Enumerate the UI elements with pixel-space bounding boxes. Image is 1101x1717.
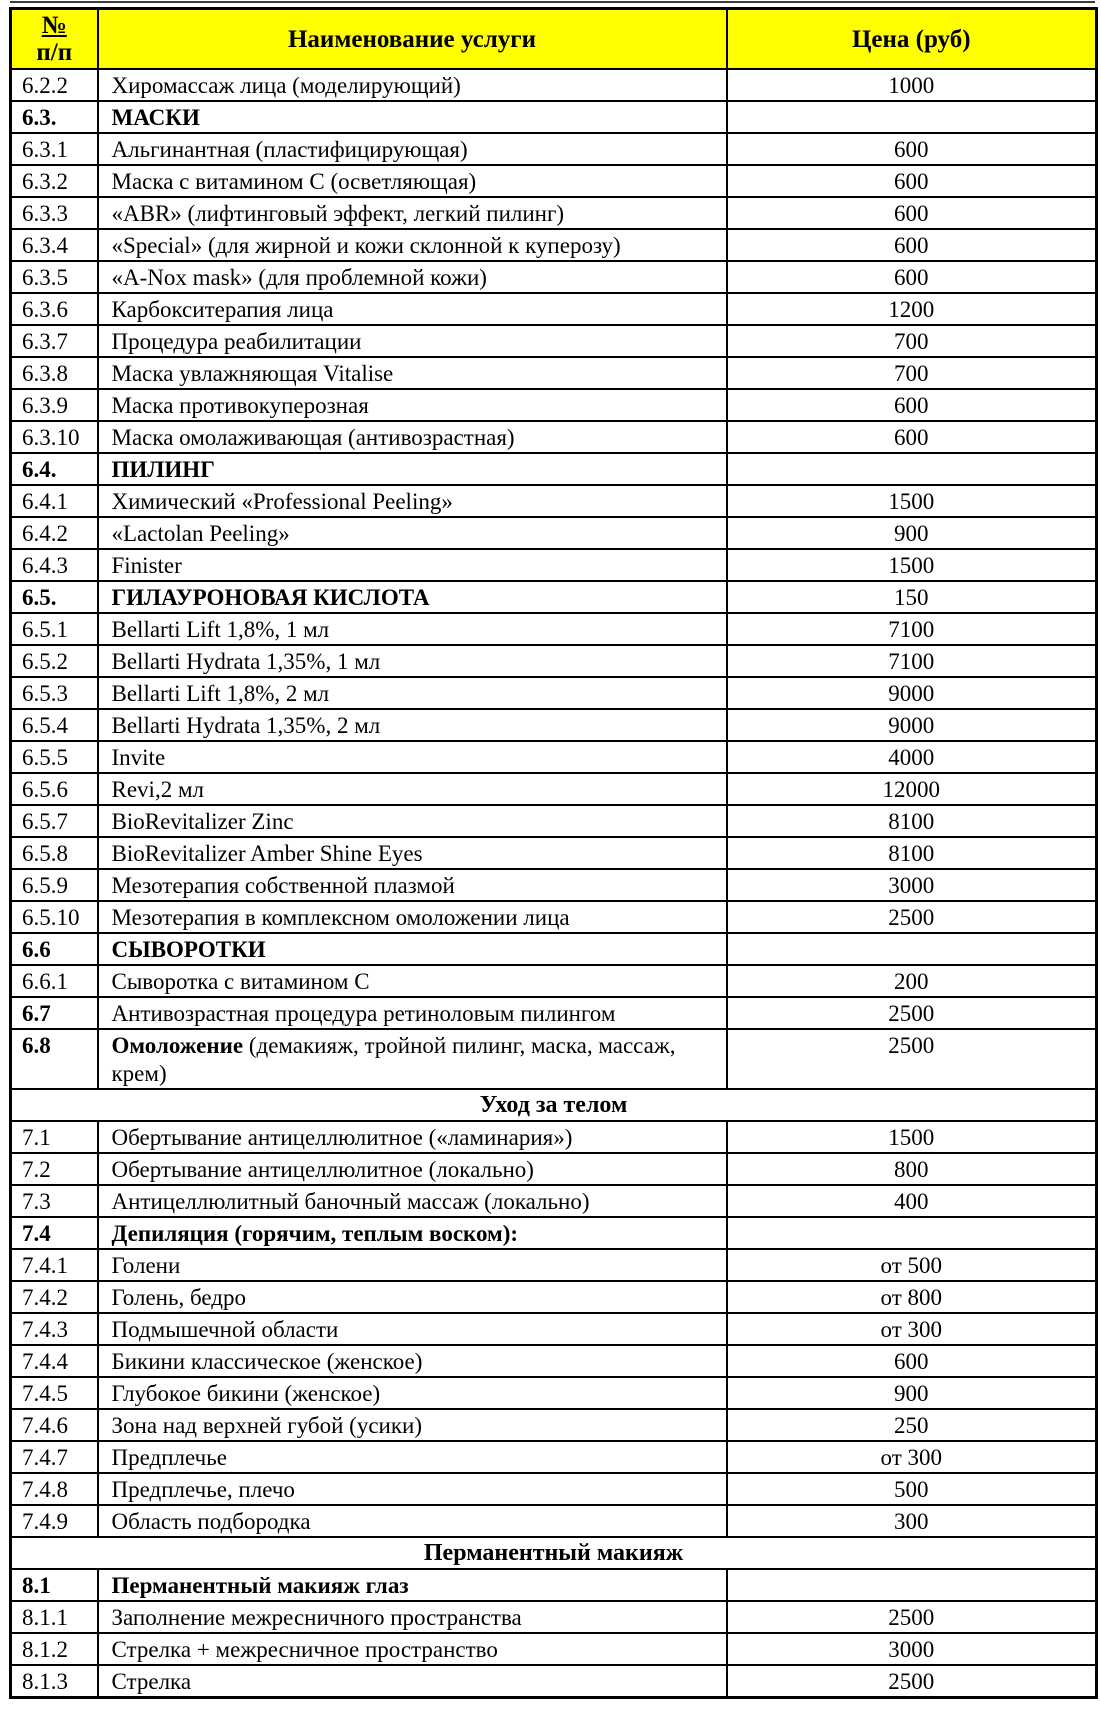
price-cell: 4000 xyxy=(727,741,1097,773)
table-row xyxy=(11,709,1097,741)
table-row xyxy=(11,901,1097,933)
row-number-cell: 7.4.5 xyxy=(11,1377,98,1409)
section-group-title: Уход за телом xyxy=(11,1089,1097,1121)
table-row xyxy=(11,453,1097,485)
table-row xyxy=(11,1377,1097,1409)
price-cell: 9000 xyxy=(727,677,1097,709)
row-number-cell: 6.3.2 xyxy=(11,165,98,197)
column-header-number xyxy=(11,9,98,70)
table-row xyxy=(11,165,1097,197)
row-number-cell: 7.4.7 xyxy=(11,1441,98,1473)
price-cell: 1500 xyxy=(727,549,1097,581)
row-number-cell: 8.1.1 xyxy=(11,1601,98,1633)
row-number-cell: 6.2.2 xyxy=(11,69,98,101)
row-number-cell: 7.2 xyxy=(11,1153,98,1185)
row-number-cell: 6.5. xyxy=(11,581,98,613)
table-row xyxy=(11,1281,1097,1313)
row-number-cell: 6.4. xyxy=(11,453,98,485)
row-number-cell: 6.5.6 xyxy=(11,773,98,805)
section-group-row xyxy=(11,1089,1097,1121)
table-row xyxy=(11,549,1097,581)
service-name-cell: Хиромассаж лица (моделирующий) xyxy=(98,69,727,101)
price-cell: 600 xyxy=(727,261,1097,293)
table-row xyxy=(11,1473,1097,1505)
price-cell: 9000 xyxy=(727,709,1097,741)
table-row xyxy=(11,1505,1097,1537)
previous-page-row-edge xyxy=(10,1,1095,3)
service-name-cell: Мезотерапия в комплексном омоложении лица xyxy=(98,901,727,933)
table-row xyxy=(11,677,1097,709)
service-name-cell: Подмышечной области xyxy=(98,1313,727,1345)
table-row xyxy=(11,1409,1097,1441)
service-name-cell: Invite xyxy=(98,741,727,773)
section-group-row xyxy=(11,1537,1097,1569)
row-number-cell: 6.5.9 xyxy=(11,869,98,901)
price-cell xyxy=(727,933,1097,965)
service-name-cell: «Special» (для жирной и кожи склонной к куперозу) xyxy=(98,229,727,261)
service-name-cell: Обертывание антицеллюлитное (локально) xyxy=(98,1153,727,1185)
price-cell xyxy=(727,453,1097,485)
service-name-cell: Мезотерапия собственной плазмой xyxy=(98,869,727,901)
table-row xyxy=(11,997,1097,1029)
service-name-cell: Голени xyxy=(98,1249,727,1281)
service-name-cell: Revi,2 мл xyxy=(98,773,727,805)
service-name-cell: Маска противокуперозная xyxy=(98,389,727,421)
service-name-cell: Перманентный макияж глаз xyxy=(98,1569,727,1601)
row-number-cell: 6.5.5 xyxy=(11,741,98,773)
price-cell xyxy=(727,1569,1097,1601)
number-sign: № xyxy=(41,12,67,39)
service-name-bold-part: Омоложение xyxy=(111,1033,244,1058)
price-cell: 600 xyxy=(727,389,1097,421)
row-number-cell: 6.5.3 xyxy=(11,677,98,709)
row-number-cell: 6.8 xyxy=(11,1029,98,1089)
row-number-cell: 6.7 xyxy=(11,997,98,1029)
row-number-cell: 6.6 xyxy=(11,933,98,965)
price-cell: 1500 xyxy=(727,1121,1097,1153)
price-cell: 900 xyxy=(727,517,1097,549)
row-number-cell: 8.1.2 xyxy=(11,1633,98,1665)
price-cell: 2500 xyxy=(727,997,1097,1029)
service-name-cell: Карбокситерапия лица xyxy=(98,293,727,325)
service-name-cell: «ABR» (лифтинговый эффект, легкий пилинг) xyxy=(98,197,727,229)
service-name-rest-part: (демакияж, тройной пилинг, маска, массаж, крем) xyxy=(111,1033,676,1086)
table-row xyxy=(11,293,1097,325)
service-name-cell: Сыворотка с витамином С xyxy=(98,965,727,997)
table-row xyxy=(11,1249,1097,1281)
table-row xyxy=(11,1029,1097,1089)
price-cell: 8100 xyxy=(727,805,1097,837)
price-cell: 250 xyxy=(727,1409,1097,1441)
table-row xyxy=(11,389,1097,421)
table-row xyxy=(11,101,1097,133)
row-number-cell: 7.4.3 xyxy=(11,1313,98,1345)
price-cell: 2500 xyxy=(727,1665,1097,1698)
row-number-cell: 6.5.4 xyxy=(11,709,98,741)
price-cell: 600 xyxy=(727,421,1097,453)
price-cell: 2500 xyxy=(727,901,1097,933)
table-row xyxy=(11,773,1097,805)
row-number-cell: 7.4.2 xyxy=(11,1281,98,1313)
service-name-cell: ПИЛИНГ xyxy=(98,453,727,485)
service-name-cell: Процедура реабилитации xyxy=(98,325,727,357)
service-name-cell: Маска с витамином С (осветляющая) xyxy=(98,165,727,197)
service-name-cell: Finister xyxy=(98,549,727,581)
service-name-cell: СЫВОРОТКИ xyxy=(98,933,727,965)
column-header-service-name: Наименование услуги xyxy=(98,9,727,70)
row-number-cell: 6.3. xyxy=(11,101,98,133)
service-name-cell: BioRevitalizer Zinc xyxy=(98,805,727,837)
service-name-cell xyxy=(98,1029,727,1089)
row-number-cell: 6.3.5 xyxy=(11,261,98,293)
service-name-cell: Маска омолаживающая (антивозрастная) xyxy=(98,421,727,453)
row-number-cell: 6.3.1 xyxy=(11,133,98,165)
row-number-cell: 6.5.8 xyxy=(11,837,98,869)
price-cell: 600 xyxy=(727,197,1097,229)
service-name-cell: Альгинантная (пластифицирующая) xyxy=(98,133,727,165)
service-name-cell: Предплечье, плечо xyxy=(98,1473,727,1505)
table-row xyxy=(11,741,1097,773)
price-cell: 900 xyxy=(727,1377,1097,1409)
service-name-cell: Заполнение межресничного пространства xyxy=(98,1601,727,1633)
price-cell: 7100 xyxy=(727,645,1097,677)
header-row xyxy=(11,9,1097,70)
service-name-cell: Маска увлажняющая Vitalise xyxy=(98,357,727,389)
table-header xyxy=(11,9,1097,70)
table-row xyxy=(11,1633,1097,1665)
service-name-cell: Предплечье xyxy=(98,1441,727,1473)
row-number-cell: 6.3.8 xyxy=(11,357,98,389)
column-header-price: Цена (руб) xyxy=(727,9,1097,70)
row-number-cell: 6.5.2 xyxy=(11,645,98,677)
service-name-cell: Депиляция (горячим, теплым воском): xyxy=(98,1217,727,1249)
price-cell xyxy=(727,101,1097,133)
row-number-cell: 6.3.4 xyxy=(11,229,98,261)
service-name-cell: Химический «Professional Peeling» xyxy=(98,485,727,517)
section-group-title: Перманентный макияж xyxy=(11,1537,1097,1569)
row-number-cell: 7.4.1 xyxy=(11,1249,98,1281)
table-row xyxy=(11,1345,1097,1377)
service-name-cell: Bellarti Lift 1,8%, 2 мл xyxy=(98,677,727,709)
row-number-cell: 7.4 xyxy=(11,1217,98,1249)
row-number-cell: 6.5.1 xyxy=(11,613,98,645)
table-row xyxy=(11,837,1097,869)
table-row xyxy=(11,1313,1097,1345)
price-cell: 2500 xyxy=(727,1601,1097,1633)
service-name-cell: BioRevitalizer Amber Shine Eyes xyxy=(98,837,727,869)
table-row xyxy=(11,1217,1097,1249)
row-number-cell: 6.5.10 xyxy=(11,901,98,933)
row-number-cell: 6.3.7 xyxy=(11,325,98,357)
row-number-cell: 8.1 xyxy=(11,1569,98,1601)
price-cell: 3000 xyxy=(727,1633,1097,1665)
service-name-cell: Зона над верхней губой (усики) xyxy=(98,1409,727,1441)
row-number-cell: 7.1 xyxy=(11,1121,98,1153)
table-row xyxy=(11,613,1097,645)
service-name-cell: Бикини классическое (женское) xyxy=(98,1345,727,1377)
table-row xyxy=(11,1153,1097,1185)
number-sign-line2: п/п xyxy=(36,39,73,66)
service-name-cell: Антивозрастная процедура ретиноловым пилингом xyxy=(98,997,727,1029)
table-row xyxy=(11,517,1097,549)
price-cell: 500 xyxy=(727,1473,1097,1505)
row-number-cell: 8.1.3 xyxy=(11,1665,98,1698)
price-cell: 1500 xyxy=(727,485,1097,517)
table-row xyxy=(11,421,1097,453)
price-cell xyxy=(727,1217,1097,1249)
service-name-cell: Стрелка xyxy=(98,1665,727,1698)
service-name-cell: Голень, бедро xyxy=(98,1281,727,1313)
price-cell: 800 xyxy=(727,1153,1097,1185)
table-row xyxy=(11,1569,1097,1601)
service-name-cell: Антицеллюлитный баночный массаж (локально) xyxy=(98,1185,727,1217)
price-list-table xyxy=(9,7,1098,1699)
table-row xyxy=(11,1665,1097,1698)
table-row xyxy=(11,69,1097,101)
row-number-cell: 6.3.9 xyxy=(11,389,98,421)
price-cell: 1200 xyxy=(727,293,1097,325)
row-number-cell: 7.4.6 xyxy=(11,1409,98,1441)
price-cell: 7100 xyxy=(727,613,1097,645)
service-name-cell: Bellarti Hydrata 1,35%, 1 мл xyxy=(98,645,727,677)
price-cell: 2500 xyxy=(727,1029,1097,1089)
table-row xyxy=(11,357,1097,389)
row-number-cell: 6.3.6 xyxy=(11,293,98,325)
row-number-cell: 6.4.1 xyxy=(11,485,98,517)
table-row xyxy=(11,1121,1097,1153)
table-row xyxy=(11,581,1097,613)
service-name-cell: Область подбородка xyxy=(98,1505,727,1537)
service-name-cell: ГИЛАУРОНОВАЯ КИСЛОТА xyxy=(98,581,727,613)
service-name-cell: Bellarti Hydrata 1,35%, 2 мл xyxy=(98,709,727,741)
price-cell: 400 xyxy=(727,1185,1097,1217)
row-number-cell: 6.4.2 xyxy=(11,517,98,549)
price-cell: 200 xyxy=(727,965,1097,997)
price-cell: 600 xyxy=(727,133,1097,165)
price-cell: 600 xyxy=(727,165,1097,197)
price-cell: 3000 xyxy=(727,869,1097,901)
row-number-cell: 6.3.10 xyxy=(11,421,98,453)
price-cell: 600 xyxy=(727,229,1097,261)
row-number-cell: 6.3.3 xyxy=(11,197,98,229)
table-row xyxy=(11,869,1097,901)
price-cell: от 800 xyxy=(727,1281,1097,1313)
price-cell: 700 xyxy=(727,357,1097,389)
table-row xyxy=(11,965,1097,997)
row-number-cell: 7.4.4 xyxy=(11,1345,98,1377)
row-number-cell: 7.4.9 xyxy=(11,1505,98,1537)
table-row xyxy=(11,645,1097,677)
service-name-cell: Обертывание антицеллюлитное («ламинария») xyxy=(98,1121,727,1153)
table-row xyxy=(11,1601,1097,1633)
table-row xyxy=(11,1185,1097,1217)
table-row xyxy=(11,229,1097,261)
row-number-cell: 7.4.8 xyxy=(11,1473,98,1505)
table-row xyxy=(11,1441,1097,1473)
table-row xyxy=(11,325,1097,357)
service-name-cell: «A-Nox mask» (для проблемной кожи) xyxy=(98,261,727,293)
price-cell: 150 xyxy=(727,581,1097,613)
price-cell: от 300 xyxy=(727,1313,1097,1345)
row-number-cell: 7.3 xyxy=(11,1185,98,1217)
service-name-cell: Bellarti Lift 1,8%, 1 мл xyxy=(98,613,727,645)
price-cell: 8100 xyxy=(727,837,1097,869)
row-number-cell: 6.4.3 xyxy=(11,549,98,581)
price-cell: 300 xyxy=(727,1505,1097,1537)
price-cell: 600 xyxy=(727,1345,1097,1377)
service-name-cell: Стрелка + межресничное пространство xyxy=(98,1633,727,1665)
table-row xyxy=(11,261,1097,293)
table-row xyxy=(11,197,1097,229)
table-row xyxy=(11,133,1097,165)
price-cell: 12000 xyxy=(727,773,1097,805)
price-table-body xyxy=(11,69,1097,1698)
price-cell: 1000 xyxy=(727,69,1097,101)
service-name-cell: МАСКИ xyxy=(98,101,727,133)
row-number-cell: 6.6.1 xyxy=(11,965,98,997)
price-cell: от 500 xyxy=(727,1249,1097,1281)
service-name-cell: Глубокое бикини (женское) xyxy=(98,1377,727,1409)
table-row xyxy=(11,485,1097,517)
row-number-cell: 6.5.7 xyxy=(11,805,98,837)
price-cell: от 300 xyxy=(727,1441,1097,1473)
table-row xyxy=(11,933,1097,965)
table-row xyxy=(11,805,1097,837)
price-cell: 700 xyxy=(727,325,1097,357)
service-name-cell: «Lactolan Peeling» xyxy=(98,517,727,549)
